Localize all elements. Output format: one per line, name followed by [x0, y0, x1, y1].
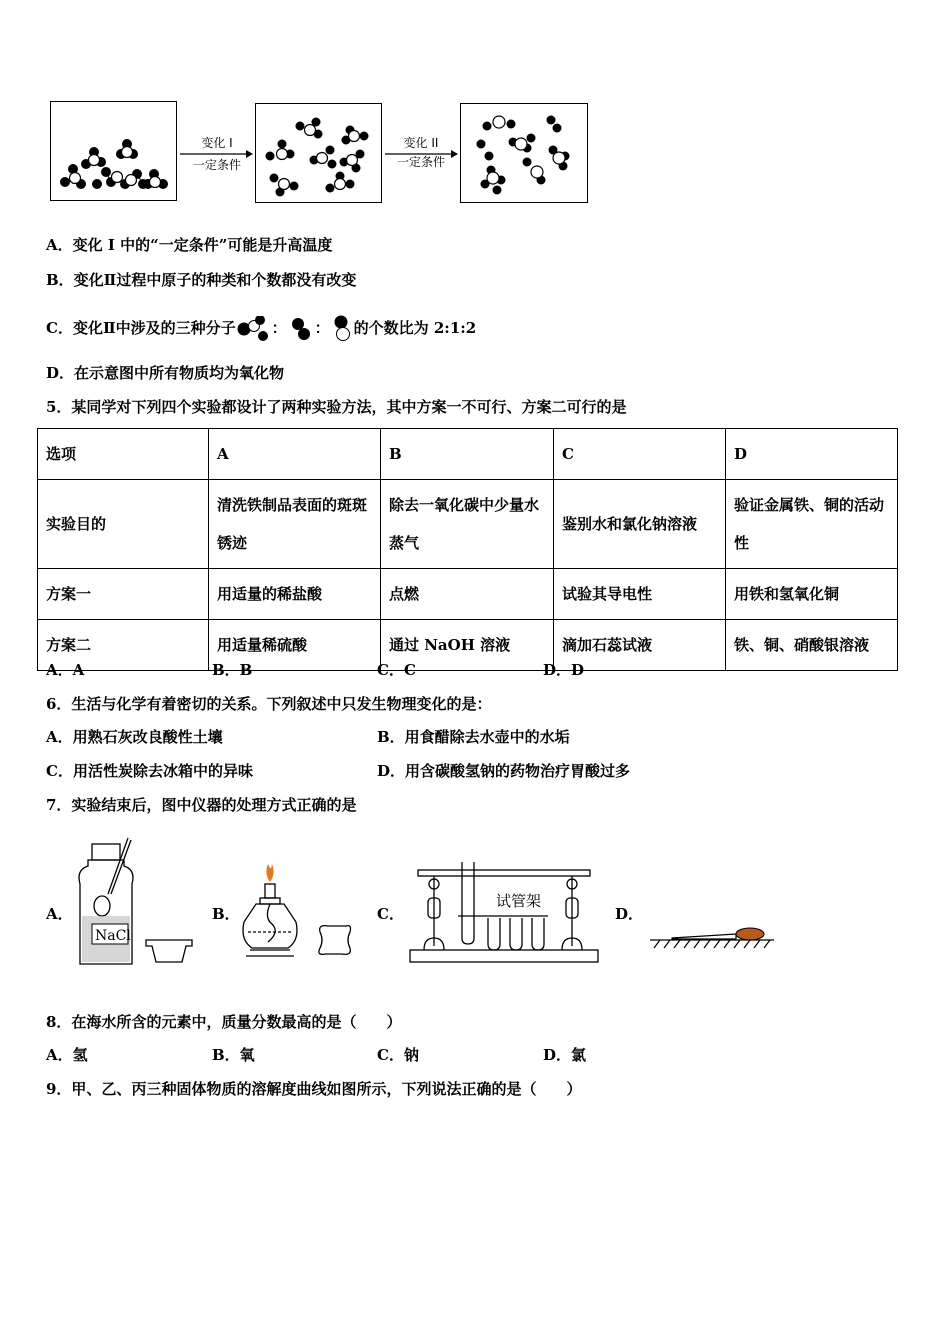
- q5-stem: 5．某同学对下列四个实验都设计了两种实验方法，其中方案一不可行、方案二可行的是: [46, 398, 627, 416]
- q4-option-a: A．变化 I 中的“一定条件”可能是升高温度: [46, 236, 333, 254]
- table-cell: 滴加石蕊试液: [554, 620, 726, 671]
- dropper-figure: [650, 920, 776, 954]
- table-cell: 用适量的稀盐酸: [209, 569, 381, 620]
- table-cell: 用铁和氢氧化铜: [726, 569, 898, 620]
- q8-option-c: C．钠: [377, 1046, 419, 1064]
- q7-label-c: C．: [377, 905, 404, 923]
- q6-option-a: A．用熟石灰改良酸性土壤: [46, 728, 223, 746]
- q5-option-a: A．A: [46, 661, 85, 679]
- molecule-icon-3: [330, 315, 354, 343]
- test-tube-rack-figure: [408, 858, 600, 968]
- table-row: [38, 569, 898, 620]
- q7-label-b: B．: [212, 905, 240, 923]
- molecule-icon-1: [236, 316, 272, 342]
- table-row: [38, 620, 898, 671]
- table-cell: 用适量稀硫酸: [209, 620, 381, 671]
- q7-stem: 7．实验结束后，图中仪器的处理方式正确的是: [46, 796, 357, 814]
- q8-option-b: B．氧: [212, 1046, 255, 1064]
- arrow-2-bottom-label: 一定条件: [396, 155, 445, 169]
- q4-option-b: B．变化Ⅱ过程中原子的种类和个数都没有改变: [46, 271, 357, 289]
- table-cell: 试验其导电性: [554, 569, 726, 620]
- table-cell: 通过 NaOH 溶液: [381, 620, 554, 671]
- q9-stem: 9．甲、乙、丙三种固体物质的溶解度曲线如图所示，下列说法正确的是（ ）: [46, 1080, 582, 1098]
- molecule-cluster-1: [51, 102, 176, 200]
- table-cell: 验证金属铁、铜的活动性: [726, 480, 898, 569]
- nacl-label: NaCl: [95, 928, 131, 944]
- rack-label: 试管架: [496, 892, 542, 910]
- table-cell: 鉴别水和氯化钠溶液: [554, 480, 726, 569]
- molecule-icon-2: [287, 316, 315, 342]
- q8-stem: 8．在海水所含的元素中，质量分数最高的是（ ）: [46, 1013, 402, 1031]
- diagram-box-2: [255, 103, 382, 203]
- q7-label-d: D．: [615, 905, 644, 923]
- q6-option-c: C．用活性炭除去冰箱中的异味: [46, 762, 253, 780]
- table-cell: 清洗铁制品表面的斑斑锈迹: [209, 480, 381, 569]
- q4-option-c-tail: 的个数比为 2:1:2: [353, 319, 477, 337]
- q4-option-c-sep1: ：: [271, 319, 287, 337]
- table-header-row: [38, 429, 898, 480]
- table-row: [38, 480, 898, 569]
- table-cell: 选项: [38, 429, 209, 480]
- table-cell: 方案一: [38, 569, 209, 620]
- table-cell: 点燃: [381, 569, 554, 620]
- q4-option-d: D．在示意图中所有物质均为氧化物: [46, 364, 285, 382]
- q5-option-c: C．C: [377, 661, 416, 679]
- q5-option-b: B．B: [212, 661, 253, 679]
- q6-option-b: B．用食醋除去水壶中的水垢: [377, 728, 570, 746]
- q5-table: [37, 428, 898, 671]
- q6-stem: 6．生活与化学有着密切的关系。下列叙述中只发生物理变化的是：: [46, 695, 492, 713]
- molecule-cluster-2: [256, 104, 381, 202]
- arrow-2-top-label: 变化 II: [403, 136, 439, 150]
- arrow-1-bottom-label: 一定条件: [192, 158, 241, 172]
- q8-option-d: D．氯: [543, 1046, 587, 1064]
- arrow-1-top-label: 变化 I: [201, 136, 233, 150]
- q5-option-d: D．D: [543, 661, 585, 679]
- q4-option-c-sep2: ：: [314, 319, 330, 337]
- q7-label-a: A．: [46, 905, 73, 923]
- reagent-bottle-figure: [74, 836, 196, 970]
- alcohol-lamp-figure: [236, 862, 360, 966]
- table-cell: 实验目的: [38, 480, 209, 569]
- table-cell: C: [554, 429, 726, 480]
- molecule-cluster-3: [461, 104, 587, 202]
- table-cell: A: [209, 429, 381, 480]
- table-cell: 除去一氧化碳中少量水蒸气: [381, 480, 554, 569]
- table-cell: D: [726, 429, 898, 480]
- q6-option-d: D．用含碳酸氢钠的药物治疗胃酸过多: [377, 762, 631, 780]
- q8-option-a: A．氢: [46, 1046, 88, 1064]
- diagram-box-1: [50, 101, 177, 201]
- q4-option-c-text: C．变化Ⅱ中涉及的三种分子: [46, 319, 236, 337]
- table-cell: 铁、铜、硝酸银溶液: [726, 620, 898, 671]
- q4-option-c: [46, 314, 476, 342]
- diagram-box-3: [460, 103, 588, 203]
- table-cell: 方案二: [38, 620, 209, 671]
- table-cell: B: [381, 429, 554, 480]
